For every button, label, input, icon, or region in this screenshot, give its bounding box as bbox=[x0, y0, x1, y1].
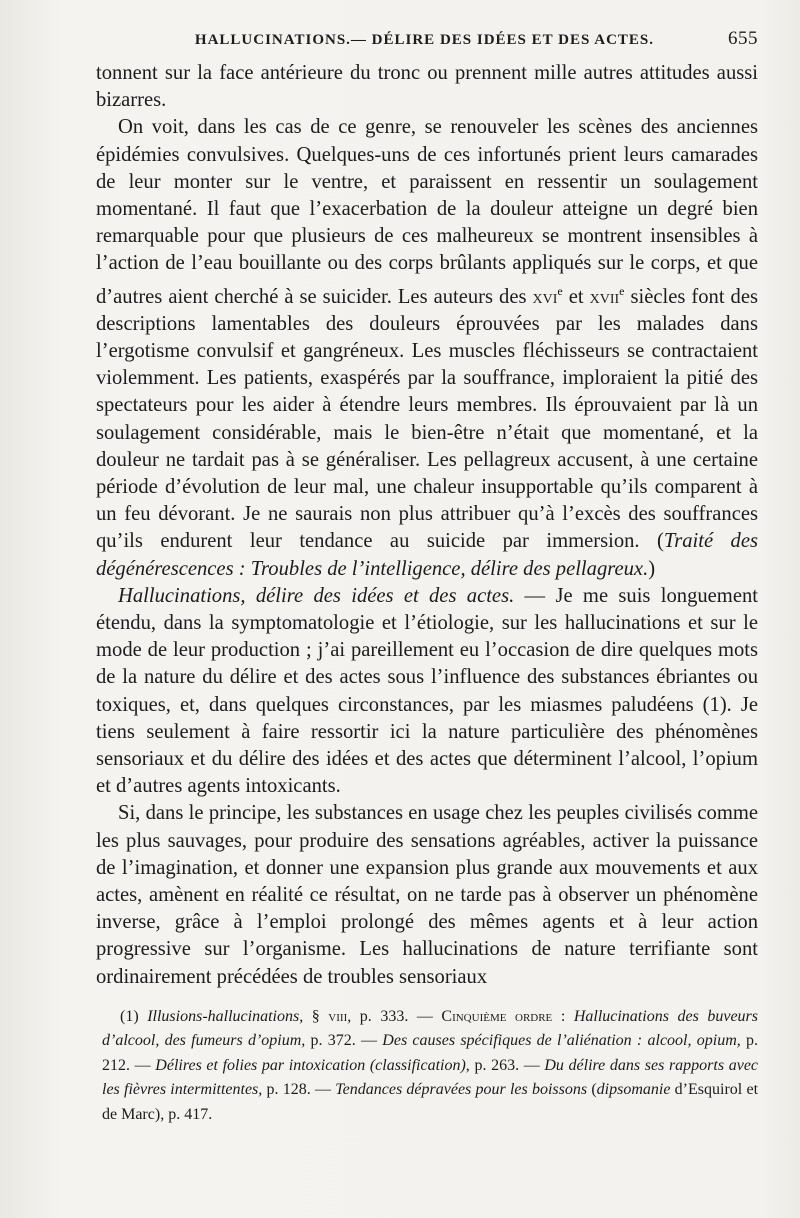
century-xvii: xvii bbox=[589, 285, 620, 308]
citation-traite: Traité des dégénérescences : Troubles de l’intelligence, délire des pellagreux. bbox=[96, 530, 759, 580]
footnote-ref: Illusions-hallucinations, bbox=[147, 1007, 304, 1025]
paragraph-2-text-a: On voit, dans les cas de ce genre, se renouveler les scènes des anciennes épidémies convulsives. Quelques-uns de ces infortunés prient leurs camarades de leur monter sur le ventre, et paraissent en ressentir un soulagement momentané. Il faut que l’exacerbation de la douleur atteigne un degré bien remarquable pour que plusieurs de ces malheureux se montrent insensibles à l’action de l’eau bouillante ou des corps brûlants appliqués sur le corps, et que d’autres aient cherché à se suicider. Les auteurs des bbox=[96, 116, 758, 308]
paragraph-4: Si, dans le principe, les substances en usage chez les peuples civilisés comme les plus sauvages, pour produire des sensations agréables, activer la puissance de l’imagination, et donner une expansion plus grande aux mouvements et aux actes, amènent en réalité ce résultat, on ne tarde pas à observer un phénomène inverse, grâce à l’emploi prolongé des mêmes agents et à leur action progressive sur l’organisme. Les hallucinations de nature terrifiante sont ordinairement précédées de troubles sensoriaux bbox=[96, 802, 758, 988]
body-text bbox=[96, 60, 758, 991]
running-title: HALLUCINATIONS.— DÉLIRE DES IDÉES ET DES ACTES. bbox=[194, 32, 654, 48]
footnote-text: d’Esquirol et de Marc), p. 417. bbox=[102, 1081, 759, 1123]
footnote-ref: dipsomanie bbox=[596, 1081, 671, 1099]
footnote-text: , p. 333. — bbox=[347, 1007, 442, 1025]
superscript-e: e bbox=[557, 283, 563, 298]
paragraph-3-text: — Je me suis longuement étendu, dans la symptomatologie et l’étiologie, sur les hallucinations et sur le mode de leur production ; j’ai pareillement eu l’occasion de dire quelques mots de la nature du délire et des actes sous l’influence des substances ébriantes ou toxiques, et, dans quelques circonstances, par les miasmes paludéens (1). Je tiens seulement à faire ressortir ici la nature particulière des phénomènes sensoriaux et du délire des idées et des actes que déterminent l’alcool, l’opium et d’autres agents intoxicants. bbox=[96, 584, 758, 798]
footnote-ref: Des causes spécifiques de l’aliénation : alcool, opium, bbox=[382, 1032, 741, 1050]
footnote-marker: (1) bbox=[120, 1007, 148, 1025]
paragraph-2-text-b: siècles font des descriptions lamentables des douleurs éprouvées par les malades dans l’ergotisme convulsif et gangréneux. Les muscles fléchisseurs se contractaient violemment. Les patients, exaspérés par la souffrance, imploraient la pitié des spectateurs pour les aider à étendre leurs membres. Ils éprouvaient par là un soulagement considérable, mais le bien-être n’était que momentané, et la douleur ne tardait pas à se généraliser. Les pellagreux accusent, à une certaine période d’évolution de leur mal, une chaleur insupportable qu’ils comparent à un feu dévorant. Je ne saurais non plus attribuer qu’à l’excès des souffrances qu’ils endurent leur tendance au suicide par immersion. ( bbox=[96, 285, 758, 553]
paragraph-1: tonnent sur la face antérieure du tronc ou prennent mille autres attitudes aussi bizarres. bbox=[96, 62, 758, 112]
section-heading: Hallucinations, délire des idées et des actes. bbox=[118, 584, 515, 607]
footnote-ref: Délires et folies par intoxication (classification), bbox=[155, 1056, 470, 1074]
footnote-text: § bbox=[303, 1007, 329, 1025]
footnote-smallcaps: Cinquième ordre bbox=[441, 1007, 553, 1025]
citation-close: ) bbox=[648, 557, 656, 580]
footnote-ref: Du délire dans ses rapports avec les fièvres intermittentes, bbox=[102, 1056, 759, 1099]
footnote-numeral: viii bbox=[328, 1007, 348, 1025]
century-xvi: xvi bbox=[532, 285, 558, 308]
paragraph-3 bbox=[96, 583, 758, 801]
footnote-text: p. 263. — bbox=[469, 1056, 545, 1074]
footnote-text: p. 128. — bbox=[262, 1081, 336, 1099]
footnote-ref: Tendances dépravées pour les boissons bbox=[335, 1081, 588, 1099]
page-number: 655 bbox=[728, 28, 758, 49]
footnote-1 bbox=[102, 1005, 758, 1128]
footnote-text: p. 372. — bbox=[305, 1032, 383, 1050]
footnote-text: ( bbox=[587, 1081, 597, 1099]
paragraph-2 bbox=[96, 114, 758, 582]
footnote-text: p. 212. — bbox=[102, 1032, 758, 1074]
superscript-e: e bbox=[619, 283, 625, 298]
conjunction-et: et bbox=[562, 285, 590, 308]
footnote-ref: Hallucinations des buveurs d’alcool, des fumeurs d’opium, bbox=[102, 1007, 758, 1050]
footnotes bbox=[96, 1005, 758, 1128]
page-header bbox=[96, 28, 758, 60]
footnote-text: : bbox=[552, 1007, 574, 1025]
